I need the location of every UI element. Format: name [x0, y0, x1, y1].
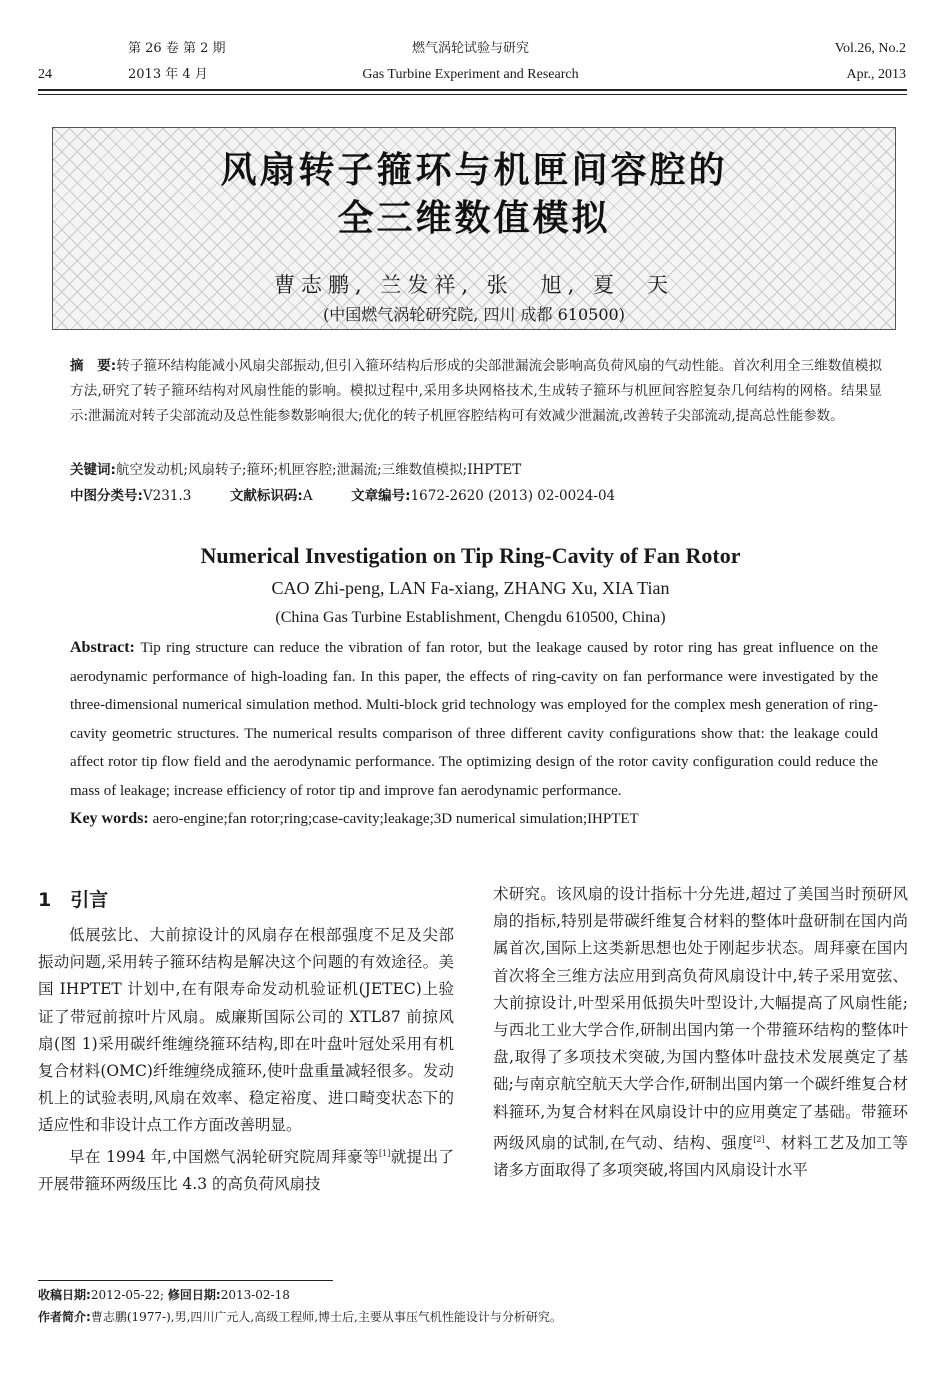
- left-column: [38, 922, 454, 1198]
- classification-line: [70, 484, 882, 509]
- title-zh-line2: 全三维数值模拟: [337, 198, 611, 239]
- page-number: 24: [38, 67, 52, 82]
- affiliation-en: (China Gas Turbine Establishment, Chengdu 610500, China): [275, 609, 666, 626]
- header-journal-en: Gas Turbine Experiment and Research: [362, 67, 579, 82]
- header-date-zh: 2013 年 4 月: [128, 67, 208, 82]
- title-box: [52, 127, 896, 330]
- header-rule-thin: [38, 94, 907, 95]
- doc-code-value: A: [302, 488, 313, 504]
- clc-value: V231.3: [142, 488, 192, 504]
- title-zh-line1: 风扇转子箍环与机匣间容腔的: [220, 150, 728, 191]
- footnote-bio: 作者简介:曹志鹏(1977-),男,四川广元人,高级工程师,博士后,主要从事压气机性能设计与分析研究。: [38, 1310, 562, 1324]
- abstract-en-label: Abstract: [70, 639, 130, 656]
- right-column: [493, 881, 908, 1184]
- title-en: Numerical Investigation on Tip Ring-Cavity of Fan Rotor: [200, 543, 741, 568]
- keywords-en-label: Key words: [70, 810, 144, 827]
- citation-ref-2: [2]: [753, 1134, 765, 1144]
- keywords-zh-text: 航空发动机;风扇转子;箍环;机匣容腔;泄漏流;三维数值模拟;IHPTET: [115, 462, 522, 478]
- affiliation-zh: (中国燃气涡轮研究院, 四川 成都 610500): [323, 305, 625, 324]
- keywords-en-text: aero-engine;fan rotor;ring;case-cavity;leakage;3D numerical simulation;IHPTET: [152, 811, 639, 827]
- article-no-label: 文章编号:: [351, 488, 411, 504]
- body-paragraph-right: 术研究。该风扇的设计指标十分先进,超过了美国当时预研风扇的指标,特别是带碳纤维复合材料的整体叶盘研制在国内尚属首次,国际上这类新思想也处于刚起步状态。周拜豪在国内首次将全三维方法应用到高负荷风扇设计中,转子采用宽弦、大前掠设计,叶型采用低损失叶型设计,大幅提高了风扇性能;与西北工业大学合作,研制出国内第一个带箍环结构的整体叶盘,取得了多项技术突破,为国内整体叶盘技术发展奠定了基础;与南京航空航天大学合作,研制出国内第一个碳纤维复合材料箍环,为复合材料在风扇设计中的应用奠定了基础。带箍环两级风扇的试制,在气动、结构、强度[2]、材料工艺及加工等诸多方面取得了多项突破,将国内风扇设计水平: [493, 885, 908, 1180]
- abstract-zh-text: 转子箍环结构能减小风扇尖部振动,但引入箍环结构后形成的尖部泄漏流会影响高负荷风扇的气动性能。首次利用全三维数值模拟方法,研究了转子箍环结构对风扇性能的影响。模拟过程中,采用多块网格技术,生成转子箍环与机匣间容腔复杂几何结构的网格。结果显示:泄漏流对转子尖部流动及总性能参数影响很大;优化的转子机匣容腔结构可有效减少泄漏流,改善转子尖部流动,提高总性能参数。: [70, 358, 882, 424]
- header-volume-issue-en: Vol.26, No.2: [834, 41, 906, 56]
- footnote-rule: [38, 1280, 333, 1281]
- footnote-dates: 收稿日期:2012-05-22; 修回日期:2013-02-18: [38, 1288, 290, 1302]
- keywords-zh: [70, 458, 882, 483]
- abstract-en-text: Tip ring structure can reduce the vibration of fan rotor, but the leakage caused by rotor ring has great influence on the aerodynamic performance of high-loading fan. In this paper, the effects of ring-cavity on fan performance were investigated by the three-dimensional numerical simulation method. Multi-block grid technology was employed for the complex mesh generation of ring-cavity geometric structures. The numerical results comparison of three different cavity configurations show that: the leakage could affect rotor tip flow field and the aerodynamic performance. The optimizing design of the rotor cavity configuration could reduce the mass of leakage; increase efficiency of rotor tip and improve fan aerodynamic performance.: [70, 640, 878, 799]
- keywords-zh-label: 关键词:: [70, 462, 116, 478]
- clc-label: 中图分类号:: [70, 488, 143, 504]
- header-journal-zh: 燃气涡轮试验与研究: [411, 41, 529, 56]
- section-heading: 1 引言: [38, 889, 109, 911]
- citation-ref-1: [1]: [379, 1148, 391, 1158]
- abstract-en: Abstract: Tip ring structure can reduce the vibration of fan rotor, but the leakage caused by rotor ring has great influence on the aerodynamic performance of high-loading fan. In this paper, the effects of ring-cavity on fan performance were investigated by the three-dimensional numerical simulation method. Multi-block grid technology was employed for the complex mesh generation of ring-cavity geometric structures. The numerical results comparison of three different cavity configurations show that: the leakage could affect rotor tip flow field and the aerodynamic performance. The optimizing design of the rotor cavity configuration could reduce the mass of leakage; increase efficiency of rotor tip and improve fan aerodynamic performance. Key words: aero-engine;fan rotor;ring;case-cavity;leakage;3D numerical simulation;IHPTET: [70, 639, 878, 827]
- body-paragraph-1: 低展弦比、大前掠设计的风扇存在根部强度不足及尖部振动问题,采用转子箍环结构是解决这个问题的有效途径。美国 IHPTET 计划中,在有限寿命发动机验证机(JETEC)上验证了带冠前掠叶片风扇。威廉斯国际公司的 XTL87 前掠风扇(图 1)采用碳纤维缠绕箍环结构,即在叶盘叶冠处采用有机复合材料(OMC)纤维缠绕成箍环,使叶盘重量减轻很多。发动机上的试验表明,风扇在效率、稳定裕度、进口畸变状态下的适应性和非设计点工作方面改善明显。: [38, 926, 454, 1135]
- header-date-en: Apr., 2013: [846, 67, 906, 82]
- abstract-zh: [70, 354, 882, 429]
- authors-en: CAO Zhi-peng, LAN Fa-xiang, ZHANG Xu, XIA Tian: [271, 578, 670, 598]
- body-paragraph-2: 早在 1994 年,中国燃气涡轮研究院周拜豪等[1]就提出了开展带箍环两级压比 4.3 的高负荷风扇技: [38, 1147, 454, 1193]
- article-no-value: 1672-2620 (2013) 02-0024-04: [410, 488, 616, 504]
- doc-code-label: 文献标识码:: [229, 488, 303, 504]
- abstract-zh-label: 摘 要:: [70, 358, 117, 374]
- header-volume-issue-zh: 第 26 卷 第 2 期: [128, 41, 226, 56]
- header-rule-thick: [38, 89, 907, 91]
- authors-zh: 曹志鹏, 兰发祥, 张 旭, 夏 天: [273, 273, 675, 297]
